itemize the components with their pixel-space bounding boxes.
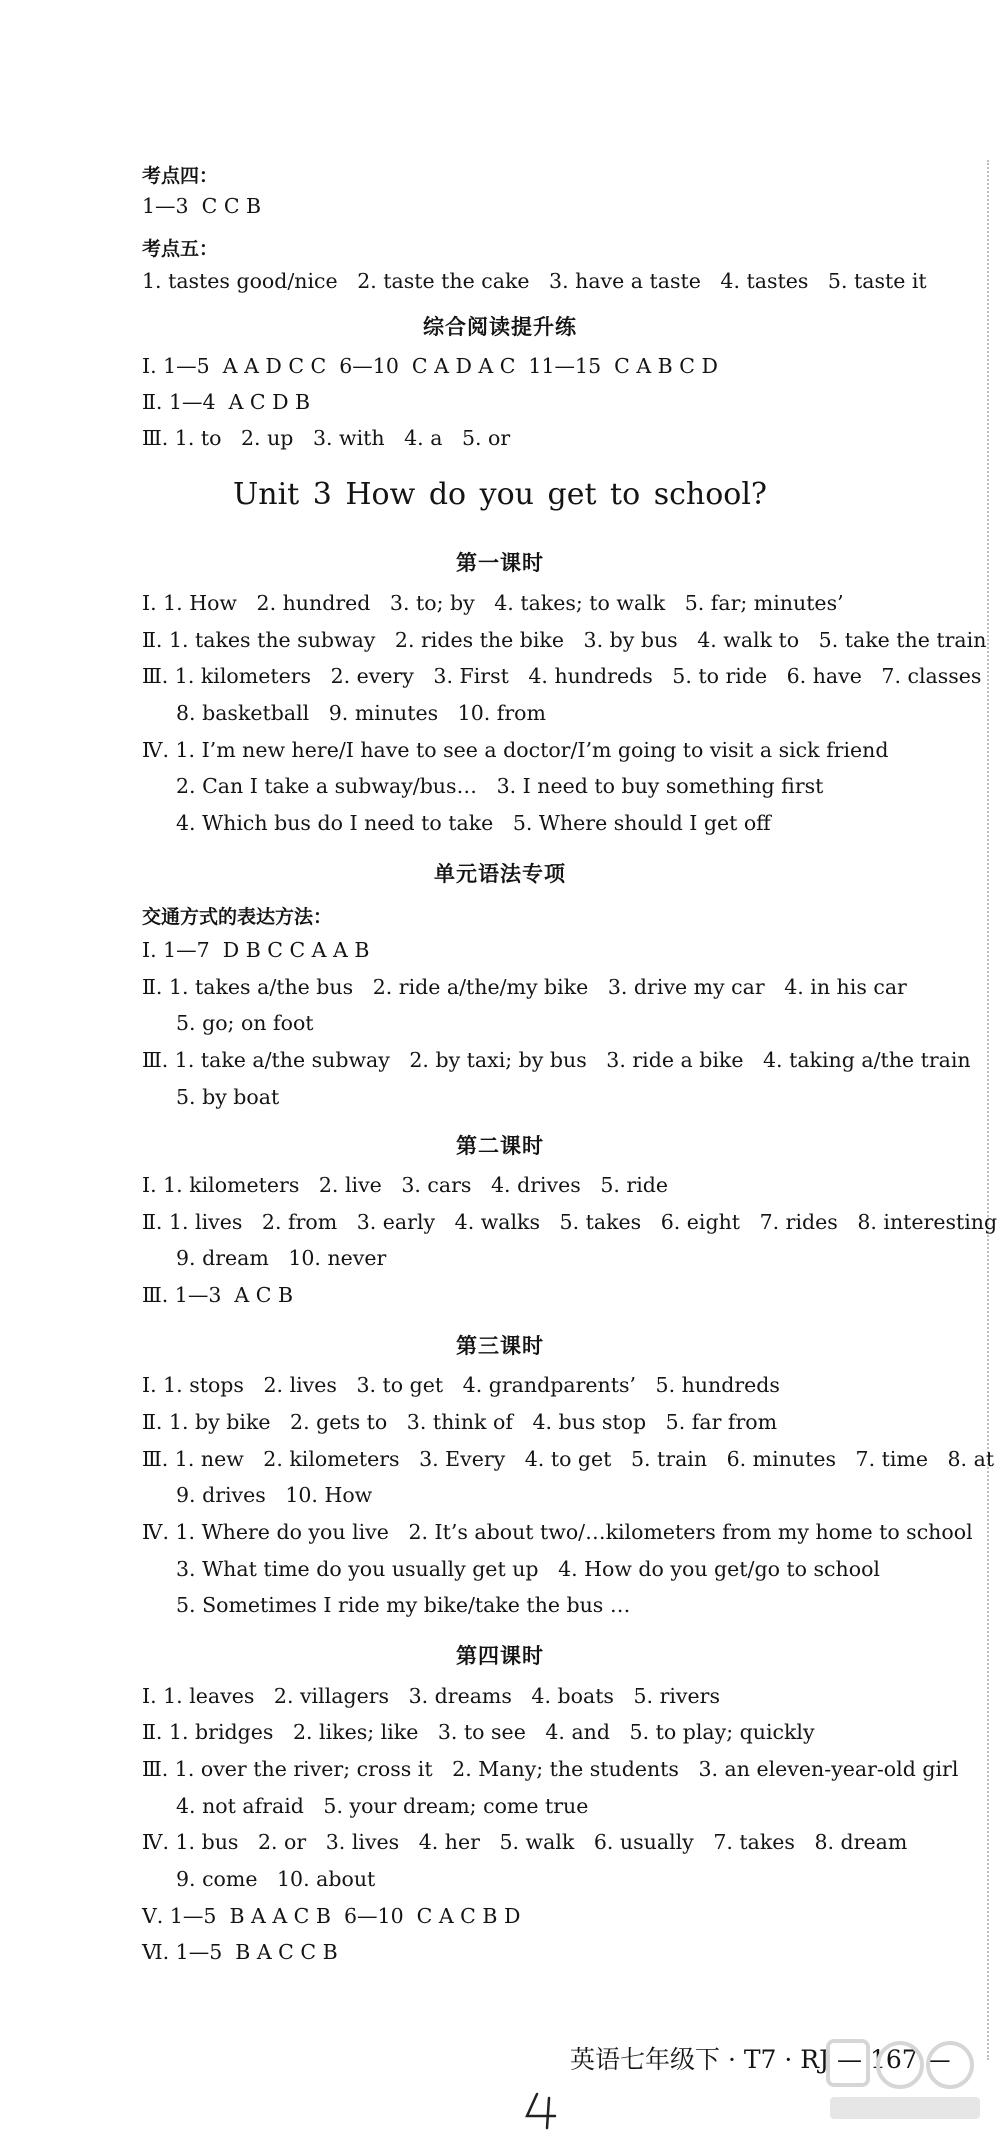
answer-line: Ⅱ. 1. by bike 2. gets to 3. think of 4. bus stop 5. far from <box>142 1410 778 1434</box>
answer-line: Ⅲ. 1. new 2. kilometers 3. Every 4. to get 5. train 6. minutes 7. time 8. at <box>142 1447 995 1471</box>
answer-line: Ⅰ. 1. leaves 2. villagers 3. dreams 4. boats 5. rivers <box>142 1684 720 1708</box>
answer-line: 5. by boat <box>176 1085 280 1109</box>
answer-line: Ⅲ. 1. over the river; cross it 2. Many; the students 3. an eleven-year-old girl <box>142 1757 959 1781</box>
heading-lesson-4: 第四课时 <box>456 1644 544 1668</box>
heading-reading: 综合阅读提升练 <box>423 315 577 339</box>
heading-lesson-1: 第一课时 <box>456 551 544 575</box>
heading-lesson-3: 第三课时 <box>456 1334 544 1358</box>
answer-line: 3. What time do you usually get up 4. How do you get/go to school <box>176 1557 880 1581</box>
answer-line: 5. go; on foot <box>176 1011 314 1035</box>
answer-line: Ⅳ. 1. I’m new here/I have to see a doctor/I’m going to visit a sick friend <box>142 738 889 762</box>
answer-line: 5. Sometimes I ride my bike/take the bus … <box>176 1593 631 1617</box>
unit-title: Unit 3 How do you get to school? <box>232 477 768 512</box>
answer-line: Ⅲ. 1. to 2. up 3. with 4. a 5. or <box>142 426 511 450</box>
answer-line: 4. not afraid 5. your dream; come true <box>176 1794 589 1818</box>
answer-line: 8. basketball 9. minutes 10. from <box>176 701 546 725</box>
answer-line: Ⅱ. 1. lives 2. from 3. early 4. walks 5. takes 6. eight 7. rides 8. interesting <box>142 1210 998 1234</box>
heading-grammar: 单元语法专项 <box>434 862 566 886</box>
answer-line: 1—3 C C B <box>142 194 262 218</box>
answer-line: 9. drives 10. How <box>176 1483 373 1507</box>
answer-line: Ⅱ. 1—4 A C D B <box>142 390 311 414</box>
answer-line: Ⅴ. 1—5 B A A C B 6—10 C A C B D <box>142 1904 521 1928</box>
page-footer: 英语七年级下 · T7 · RJ — 167 — <box>570 2045 951 2074</box>
answer-line: Ⅱ. 1. takes the subway 2. rides the bike 3. by bus 4. walk to 5. take the train <box>142 628 987 652</box>
answer-line: Ⅲ. 1. kilometers 2. every 3. First 4. hundreds 5. to ride 6. have 7. classes <box>142 664 982 688</box>
answer-line: Ⅳ. 1. Where do you live 2. It’s about two/…kilometers from my home to school <box>142 1520 973 1544</box>
answer-line: Ⅵ. 1—5 B A C C B <box>142 1940 338 1964</box>
answer-line: Ⅰ. 1. How 2. hundred 3. to; by 4. takes; to walk 5. far; minutes’ <box>142 591 844 615</box>
section-label-transport: 交通方式的表达方法： <box>142 906 333 928</box>
answer-line: Ⅲ. 1. take a/the subway 2. by taxi; by bus 3. ride a bike 4. taking a/the train <box>142 1048 971 1072</box>
answer-line: Ⅱ. 1. takes a/the bus 2. ride a/the/my bike 3. drive my car 4. in his car <box>142 975 907 999</box>
handwritten-mark-icon <box>515 2090 575 2130</box>
margin-dotted-line <box>987 160 989 2060</box>
heading-lesson-2: 第二课时 <box>456 1134 544 1158</box>
answer-line: Ⅰ. 1. kilometers 2. live 3. cars 4. drives 5. ride <box>142 1173 669 1197</box>
answer-line: 9. dream 10. never <box>176 1246 387 1270</box>
section-label-kaodian4: 考点四： <box>142 165 219 187</box>
answer-line: 4. Which bus do I need to take 5. Where should I get off <box>176 811 771 835</box>
answer-line: Ⅳ. 1. bus 2. or 3. lives 4. her 5. walk 6. usually 7. takes 8. dream <box>142 1830 908 1854</box>
answer-line: 2. Can I take a subway/bus… 3. I need to buy something first <box>176 774 824 798</box>
answer-line: Ⅱ. 1. bridges 2. likes; like 3. to see 4. and 5. to play; quickly <box>142 1720 815 1744</box>
answer-line: 9. come 10. about <box>176 1867 376 1891</box>
section-label-kaodian5: 考点五： <box>142 238 219 260</box>
answer-line: 1. tastes good/nice 2. taste the cake 3. have a taste 4. tastes 5. taste it <box>142 269 927 293</box>
answer-line: Ⅲ. 1—3 A C B <box>142 1283 294 1307</box>
answer-line: Ⅰ. 1—7 D B C C A A B <box>142 938 370 962</box>
answer-line: Ⅰ. 1. stops 2. lives 3. to get 4. grandparents’ 5. hundreds <box>142 1373 780 1397</box>
watermark-logo-icon <box>800 2035 1000 2130</box>
answer-line: Ⅰ. 1—5 A A D C C 6—10 C A D A C 11—15 C A B C D <box>142 354 718 378</box>
